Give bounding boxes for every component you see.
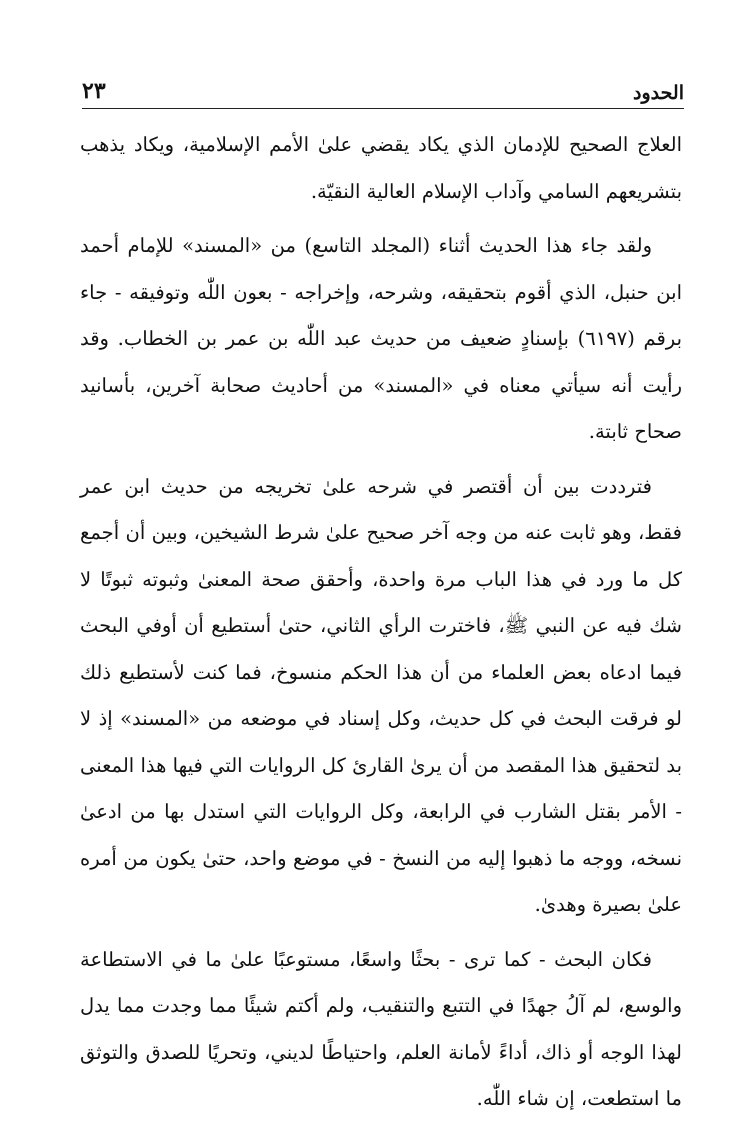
running-header <box>82 62 684 104</box>
page-number: ٢٣ <box>82 78 106 104</box>
running-title: الحدود <box>633 82 684 104</box>
paragraph: ولقد جاء هذا الحديث أثناء (المجلد التاسع) من «المسند» للإمام أحمد ابن حنبل، الذي أقوم بتحقيقه، وشرحه، وإخراجه - بعون اللّٰه وتوفيقه - جاء برقم (٦١٩٧) بإسنادٍ ضعيف من حديث عبد اللّٰه بن عمر بن الخطاب. وقد رأيت أنه سيأتي معناه في «المسند» من أحاديث صحابة آخرين، بأسانيد صحاح ثابتة. <box>80 234 682 443</box>
paragraph: العلاج الصحيح للإدمان الذي يكاد يقضي علىٰ الأمم الإسلامية، ويكاد يذهب بتشريعهم السامي وآداب الإسلام العالية النقيّة. <box>80 133 682 203</box>
header-rule <box>82 108 684 109</box>
paragraph: فترددت بين أن أقتصر في شرحه علىٰ تخريجه من حديث ابن عمر فقط، وهو ثابت عنه من وجه آخر صحيح علىٰ شرط الشيخين، وبين أن أجمع كل ما ورد في هذا الباب مرة واحدة، وأحقق صحة المعنىٰ وثبوته ثبوتًا لا شك فيه عن النبي ﷺ، فاخترت الرأي الثاني، حتىٰ أستطيع أن أوفي البحث فيما ادعاه بعض العلماء من أن هذا الحكم منسوخ، فما كنت لأستطيع ذلك لو فرقت البحث في كل حديث، وكل إسناد في موضعه من «المسند» إذ لا بد لتحقيق هذا المقصد من أن يرىٰ القارئ كل الروايات التي فيها هذا المعنى - الأمر بقتل الشارب في الرابعة، وكل الروايات التي استدل بها من ادعىٰ نسخه، ووجه ما ذهبوا إليه من النسخ - في موضع واحد، حتىٰ يكون من أمره علىٰ بصيرة وهدىٰ. <box>80 474 682 916</box>
body-text <box>80 122 682 1131</box>
paragraph: فكان البحث - كما ترى - بحثًا واسعًا، مستوعبًا علىٰ ما في الاستطاعة والوسع، لم آلُ جهدًا في التتبع والتنقيب، ولم أكتم شيئًا مما وجدت مما يدل لهذا الوجه أو ذاك، أداءً لأمانة العلم، واحتياطًا لديني، وتحريًا للصدق والتوثق ما استطعت، إن شاء اللّٰه. <box>80 947 682 1110</box>
